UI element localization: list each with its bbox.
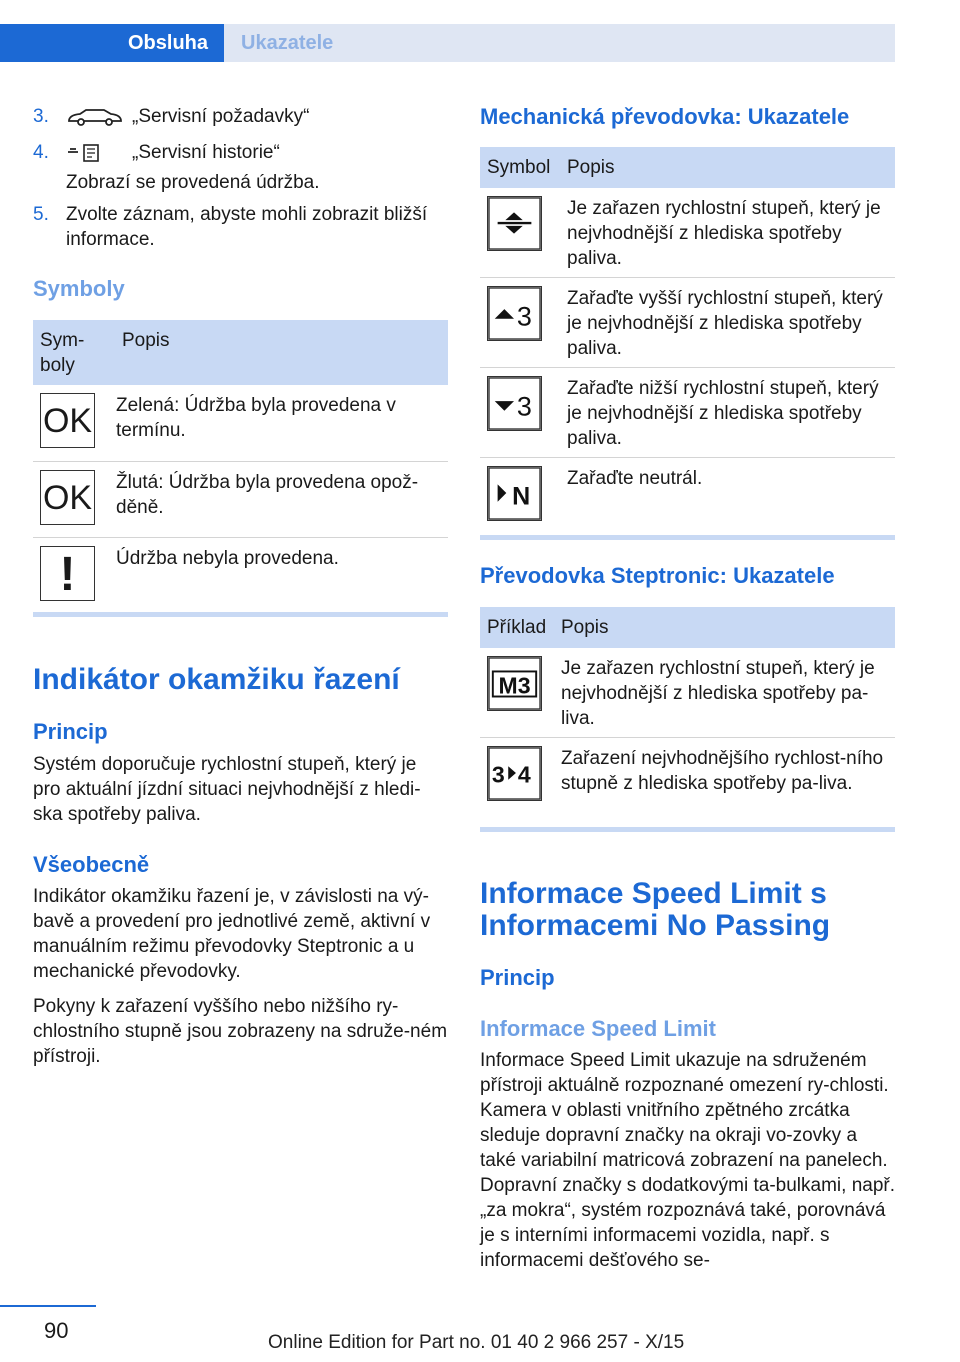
steptronic-table bbox=[480, 607, 895, 822]
section-title-shift-indicator: Indikátor okamžiku řazení bbox=[33, 663, 400, 696]
column-header-symbol: Symbol bbox=[487, 157, 551, 178]
table-row bbox=[480, 368, 895, 458]
row-description: Je zařazen rychlostní stupeň, který je nejvhodnější z hlediska spotřeby paliva. bbox=[567, 198, 881, 269]
table-row bbox=[480, 648, 895, 738]
column-header-desc: Popis bbox=[122, 330, 170, 351]
section-title-manual: Mechanická převodovka: Ukazatele bbox=[480, 104, 850, 129]
table-row bbox=[480, 188, 895, 278]
row-description: Zelená: Údržba byla provedena v termínu. bbox=[116, 395, 396, 441]
column-header-symbol: Sym- boly bbox=[40, 330, 85, 376]
section-title-speed-limit: Informace Speed Limit s Informacemi No Passing bbox=[480, 877, 831, 942]
tab-ukazatele[interactable]: Ukazatele bbox=[224, 24, 895, 62]
ok-yellow-icon: OK bbox=[40, 470, 95, 525]
svg-text:3: 3 bbox=[491, 761, 505, 788]
downshift-icon bbox=[487, 376, 542, 431]
step-label: „Servisní historie“ bbox=[132, 142, 280, 163]
row-description: Zařaďte vyšší rychlostní stupeň, který je nejvhodnější z hlediska spotřeby paliva. bbox=[567, 288, 883, 359]
table-row bbox=[33, 385, 448, 462]
table-header bbox=[480, 607, 895, 648]
row-description: Zařazení nejvhodnějšího rychlost-ního stupně z hlediska spotřeby pa-liva. bbox=[561, 748, 884, 794]
manual-gearbox-table bbox=[480, 147, 895, 535]
table-end-rule bbox=[33, 612, 448, 617]
subsection-title-princip: Princip bbox=[33, 719, 108, 744]
column-header-desc: Popis bbox=[561, 617, 609, 638]
step-number: 4. bbox=[33, 142, 49, 163]
table-row bbox=[33, 538, 448, 614]
svg-text:N: N bbox=[512, 482, 531, 511]
svg-text:3: 3 bbox=[516, 301, 532, 332]
row-description: Je zařazen rychlostní stupeň, který je nejvhodnější z hlediska spotřeby pa-liva. bbox=[561, 658, 875, 729]
page-number: 90 bbox=[44, 1318, 69, 1343]
step-label: Zvolte záznam, abyste mohli zobrazit bližší informace. bbox=[66, 204, 428, 250]
footer-rule bbox=[0, 1305, 96, 1307]
service-history-icon bbox=[66, 143, 124, 163]
chapter-header bbox=[0, 24, 895, 62]
ok-green-icon: OK bbox=[40, 393, 95, 448]
paragraph: Informace Speed Limit ukazuje na sdruženém přístroji aktuálně rozpoznané omezení ry-chlosti. Kamera v oblasti vnitřního zpětného zrcátka sleduje dopravní značky na okraji vo-zovky a také variabilní matricová zobrazení na panelech. Dopravní značky s dodatkovými ta-bulkami, např. „za mokra“, systém rozpoznává také, porovnává je s interními informacemi vozidla, např. s informacemi dešťového se- bbox=[480, 1050, 896, 1271]
table-row bbox=[33, 462, 448, 538]
edition-note: Online Edition for Part no. 01 40 2 966 257 - X/15 bbox=[268, 1332, 685, 1353]
step-label: „Servisní požadavky“ bbox=[132, 106, 310, 127]
row-description: Žlutá: Údržba byla provedena opož- děně. bbox=[116, 472, 419, 518]
step-subtext: Zobrazí se provedená údržba. bbox=[66, 172, 320, 193]
svg-text:M3: M3 bbox=[498, 672, 531, 699]
row-description: Zařaďte nižší rychlostní stupeň, který je nejvhodnější z hlediska spotřeby paliva. bbox=[567, 378, 879, 449]
paragraph: Indikátor okamžiku řazení je, v závislosti na vý-bavě a provedení pro jednotlivé země, aktivní v manuálním režimu převodovky Steptronic a u mechanické převodovky. bbox=[33, 886, 431, 982]
table-header bbox=[33, 320, 448, 385]
subsection-title-general: Všeobecně bbox=[33, 852, 150, 877]
subsection-title-speed-limit-info: Informace Speed Limit bbox=[480, 1016, 716, 1041]
neutral-icon bbox=[487, 466, 542, 521]
table-row bbox=[480, 738, 895, 822]
svg-text:3: 3 bbox=[516, 391, 532, 422]
optimal-gear-icon bbox=[487, 196, 542, 251]
svg-text:4: 4 bbox=[517, 761, 531, 788]
column-header-example: Příklad bbox=[487, 617, 547, 638]
table-row bbox=[480, 458, 895, 535]
table-end-rule bbox=[480, 535, 895, 540]
table-end-rule bbox=[480, 827, 895, 832]
section-title-steptronic: Převodovka Steptronic: Ukazatele bbox=[480, 563, 835, 588]
row-description: Údržba nebyla provedena. bbox=[116, 548, 339, 569]
tab-obsluha[interactable]: Obsluha bbox=[0, 24, 224, 62]
step-number: 5. bbox=[33, 204, 49, 225]
table-row bbox=[480, 278, 895, 368]
shift-3-to-4-icon bbox=[487, 746, 542, 801]
section-title-symboly: Symboly bbox=[33, 276, 125, 301]
subsection-title-princip: Princip bbox=[480, 965, 555, 990]
upshift-icon bbox=[487, 286, 542, 341]
table-header bbox=[480, 147, 895, 188]
m3-icon bbox=[487, 656, 542, 711]
column-header-desc: Popis bbox=[567, 157, 615, 178]
symbols-table bbox=[33, 320, 448, 614]
car-service-icon bbox=[66, 107, 124, 127]
row-description: Zařaďte neutrál. bbox=[567, 468, 703, 489]
exclamation-icon: ! bbox=[40, 546, 95, 601]
paragraph: Systém doporučuje rychlostní stupeň, který je pro aktuální jízdní situaci nejvhodnější z hledi-ska spotřeby paliva. bbox=[33, 754, 421, 825]
paragraph: Pokyny k zařazení vyššího nebo nižšího ry-chlostního stupně jsou zobrazeny na sdruže-ném přístroji. bbox=[33, 996, 448, 1067]
step-number: 3. bbox=[33, 106, 49, 127]
